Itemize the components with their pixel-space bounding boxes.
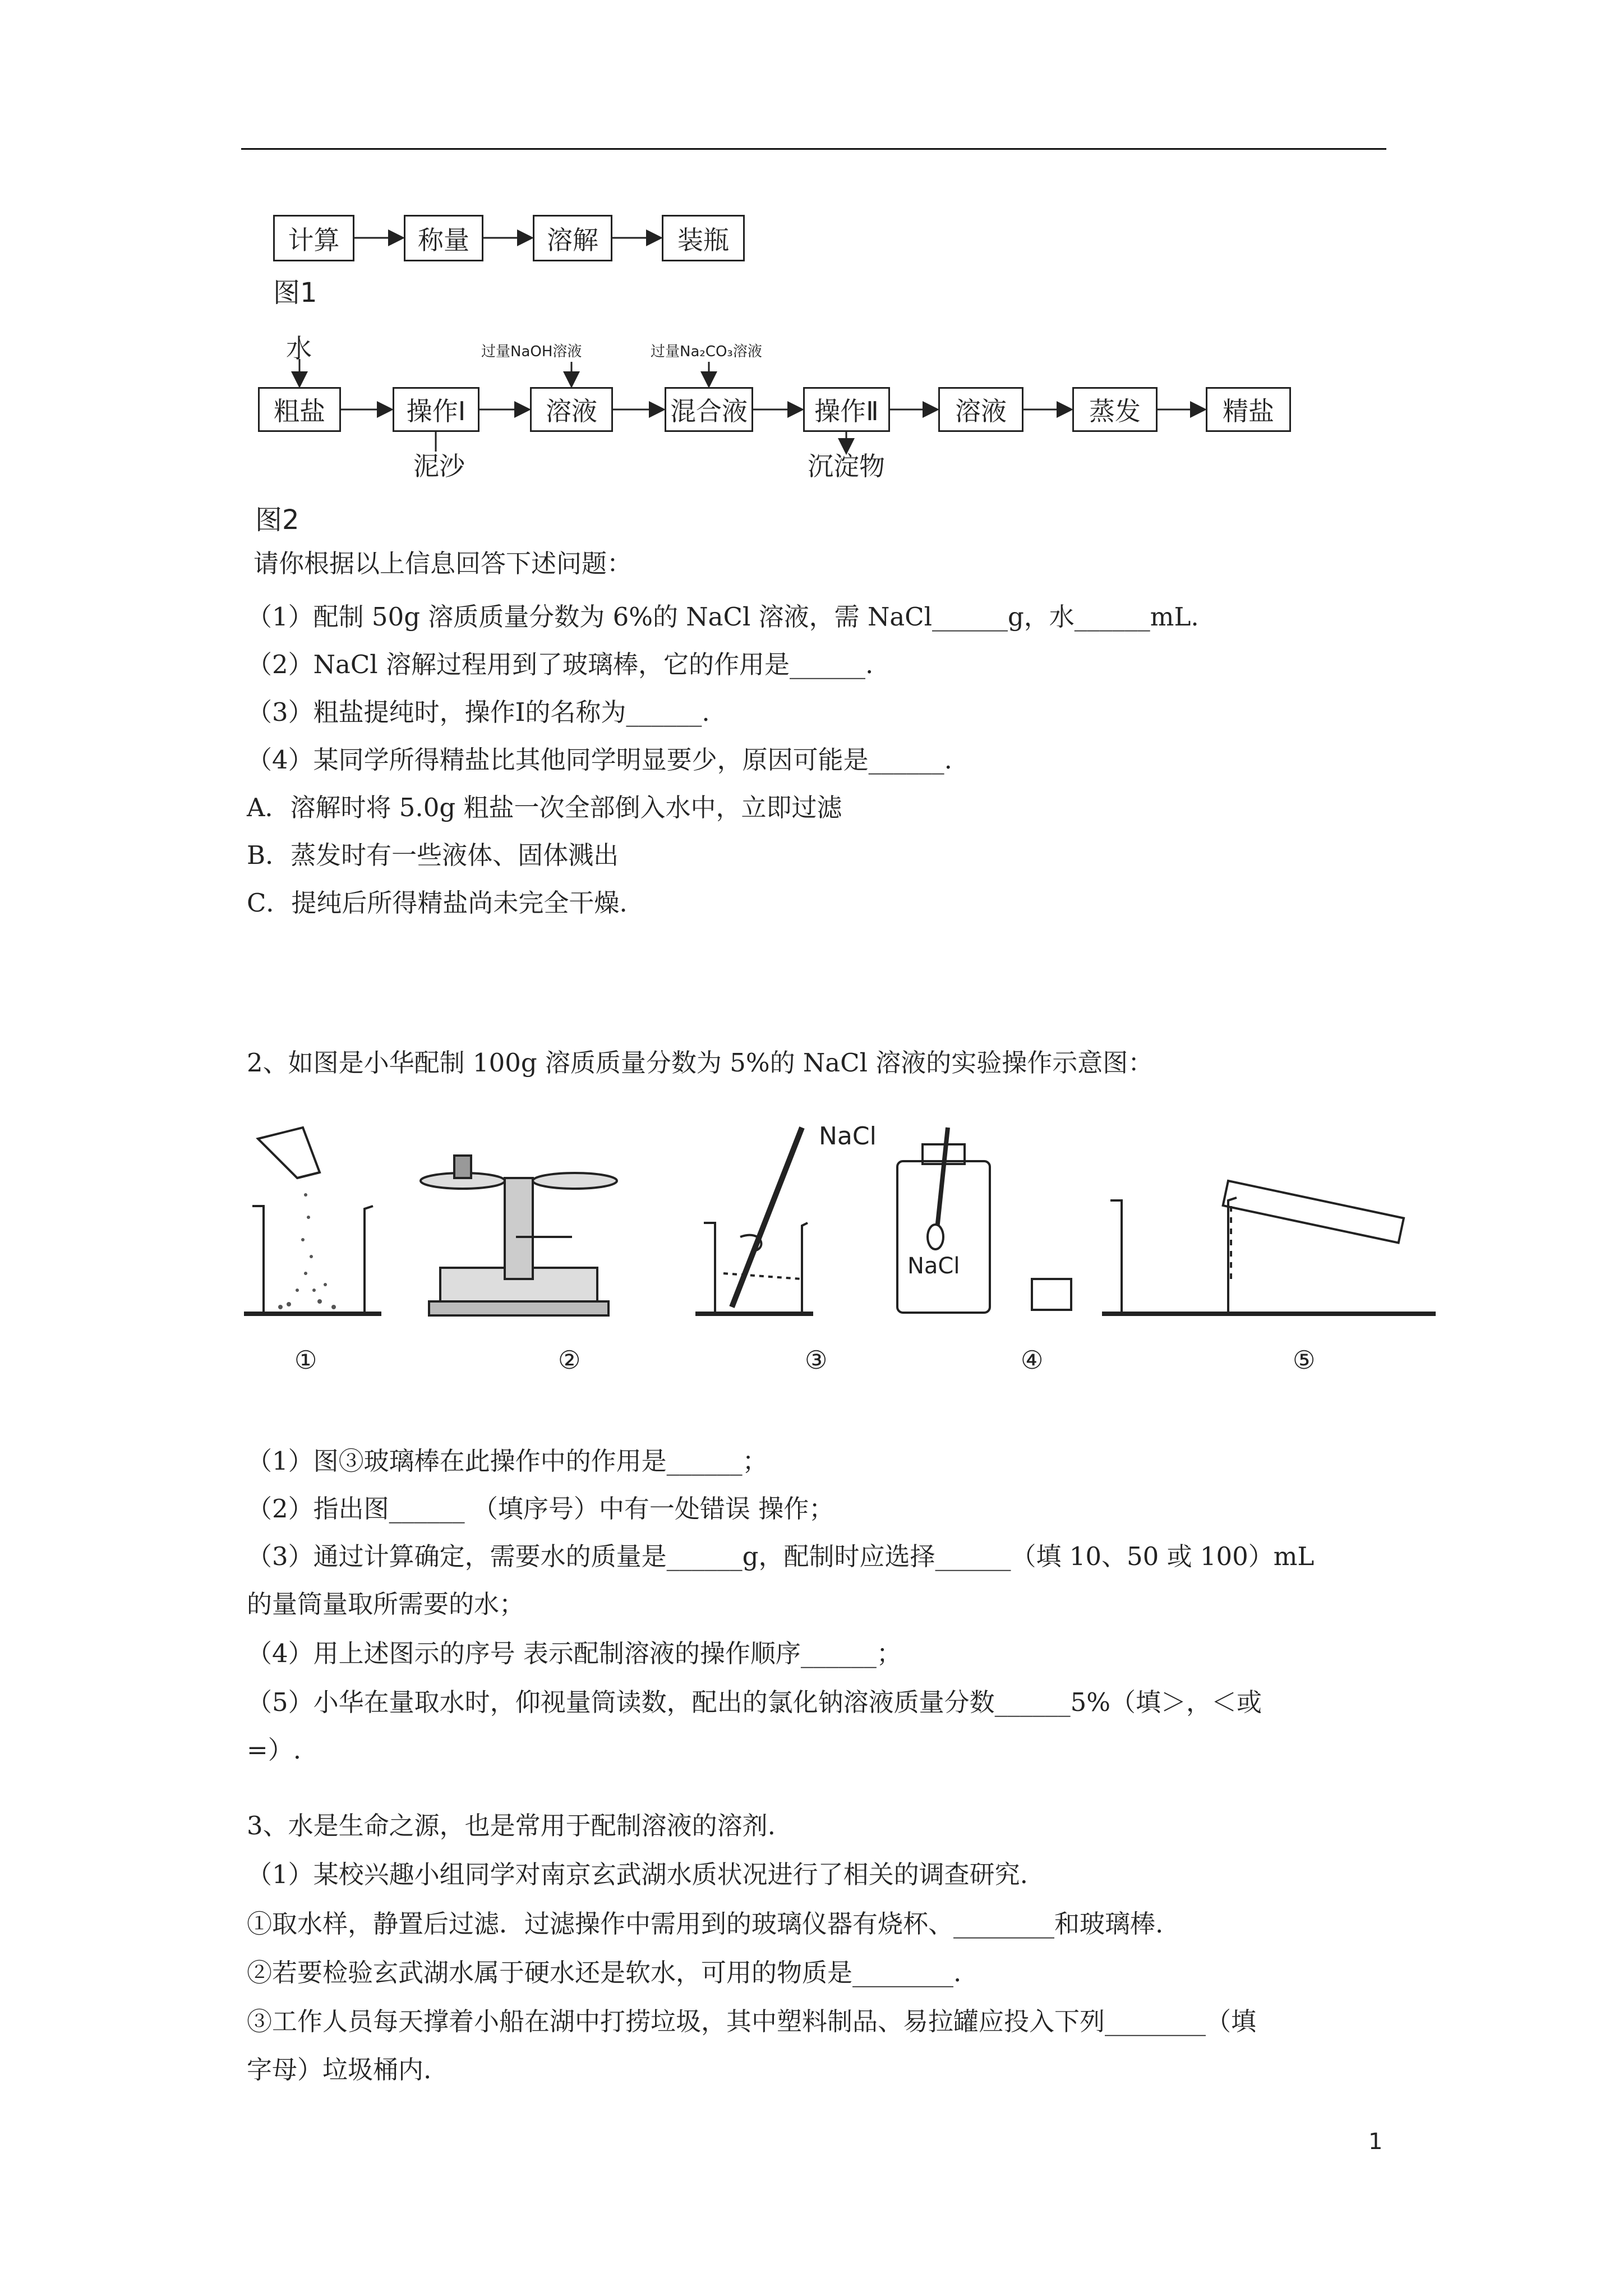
fig-label-4: ④ (1021, 1345, 1044, 1375)
flow1-step-calc: 计算 (273, 215, 354, 261)
q1-part-2: （2）NaCl 溶解过程用到了玻璃棒，它的作用是______. (247, 650, 874, 679)
flow2-step-evaporate: 蒸发 (1072, 387, 1158, 432)
flow2-na2co3-label: 过量Na₂CO₃溶液 (651, 343, 762, 360)
flow2-naoh-label: 过量NaOH溶液 (481, 343, 582, 360)
q2-part-1: （1）图③玻璃棒在此操作中的作用是______； (247, 1446, 768, 1476)
flow2-precipitate-label: 沉淀物 (808, 451, 885, 481)
flow2-step-refined-salt: 精盐 (1206, 387, 1291, 432)
q1-intro: 请你根据以上信息回答下述问题： (253, 549, 633, 578)
q1-part-1: （1）配制 50g 溶质质量分数为 6%的 NaCl 溶液，需 NaCl______g，水______mL. (247, 602, 1199, 632)
q3-part-1: （1）某校兴趣小组同学对南京玄武湖水质状况进行了相关的调查研究. (247, 1860, 1028, 1889)
flow2-sand-label: 泥沙 (413, 451, 465, 481)
fig-label-3: ③ (805, 1345, 828, 1375)
flow1-step-bottle: 装瓶 (662, 215, 745, 261)
q3-sub-3b: 字母）垃圾桶内. (247, 2055, 432, 2085)
fig-label-2: ② (558, 1345, 581, 1375)
flow2-arrows (0, 0, 1623, 505)
fig5-pouring-water (1102, 1181, 1436, 1314)
fig-label-5: ⑤ (1293, 1345, 1316, 1375)
flow1-step-weigh: 称量 (404, 215, 483, 261)
figure-2-caption: 图2 (255, 504, 299, 536)
q1-option-b: B．蒸发时有一些液体、固体溅出 (247, 840, 619, 870)
flow1-step-dissolve: 溶解 (533, 215, 612, 261)
q3-title: 3、水是生命之源，也是常用于配制溶液的溶剂. (247, 1811, 776, 1841)
flow2-step-op1: 操作Ⅰ (393, 387, 479, 432)
fig4-reagent-jar (897, 1128, 1071, 1313)
q2-part-3b: 的量筒量取所需要的水； (247, 1589, 525, 1619)
q3-sub-3a: ③工作人员每天撑着小船在湖中打捞垃圾，其中塑料制品、易拉罐应投入下列________（填 (247, 2007, 1257, 2036)
q2-part-4: （4）用上述图示的序号 表示配制溶液的操作顺序______； (247, 1639, 902, 1668)
q2-title: 2、如图是小华配制 100g 溶质质量分数为 5%的 NaCl 溶液的实验操作示意图： (247, 1048, 1154, 1078)
q1-option-c: C．提纯后所得精盐尚未完全干燥. (247, 888, 628, 918)
fig4-jar-label: NaCl (907, 1253, 960, 1279)
q2-part-5a: （5）小华在量取水时，仰视量筒读数，配出的氯化钠溶液质量分数______5%（填＞，＜或 (247, 1687, 1262, 1717)
fig2-nacl-label: NaCl (819, 1122, 877, 1151)
q2-illustrations (236, 1116, 1525, 1397)
fig2-balance (421, 1156, 617, 1315)
fig1-pouring-solid (244, 1128, 381, 1314)
q1-part-3: （3）粗盐提纯时，操作Ⅰ的名称为______. (247, 697, 710, 727)
q3-sub-2: ②若要检验玄武湖水属于硬水还是软水，可用的物质是________. (247, 1958, 962, 1987)
page-number: 1 (1368, 2129, 1383, 2155)
flow2-water-label: 水 (286, 333, 312, 364)
flow2-step-mixture: 混合液 (665, 387, 753, 432)
flow2-step-crude-salt: 粗盐 (258, 387, 341, 432)
flow2-step-op2: 操作Ⅱ (803, 387, 890, 432)
q3-sub-1: ①取水样，静置后过滤．过滤操作中需用到的玻璃仪器有烧杯、________和玻璃棒. (247, 1909, 1164, 1939)
q2-part-3a: （3）通过计算确定，需要水的质量是______g，配制时应选择______（填 10、50 或 100）mL (247, 1542, 1315, 1571)
figure-1-caption: 图1 (273, 277, 317, 309)
flow2-step-solution1: 溶液 (530, 387, 613, 432)
flow2-step-solution2: 溶液 (938, 387, 1023, 432)
q1-option-a: A．溶解时将 5.0g 粗盐一次全部倒入水中，立即过滤 (247, 793, 842, 822)
q2-part-5b: =）. (247, 1735, 302, 1765)
fig3-stirring (695, 1128, 813, 1314)
fig-label-1: ① (294, 1345, 317, 1375)
q1-part-4: （4）某同学所得精盐比其他同学明显要少，原因可能是______. (247, 745, 952, 775)
q2-part-2: （2）指出图______ （填序号）中有一处错误 操作； (247, 1494, 834, 1524)
